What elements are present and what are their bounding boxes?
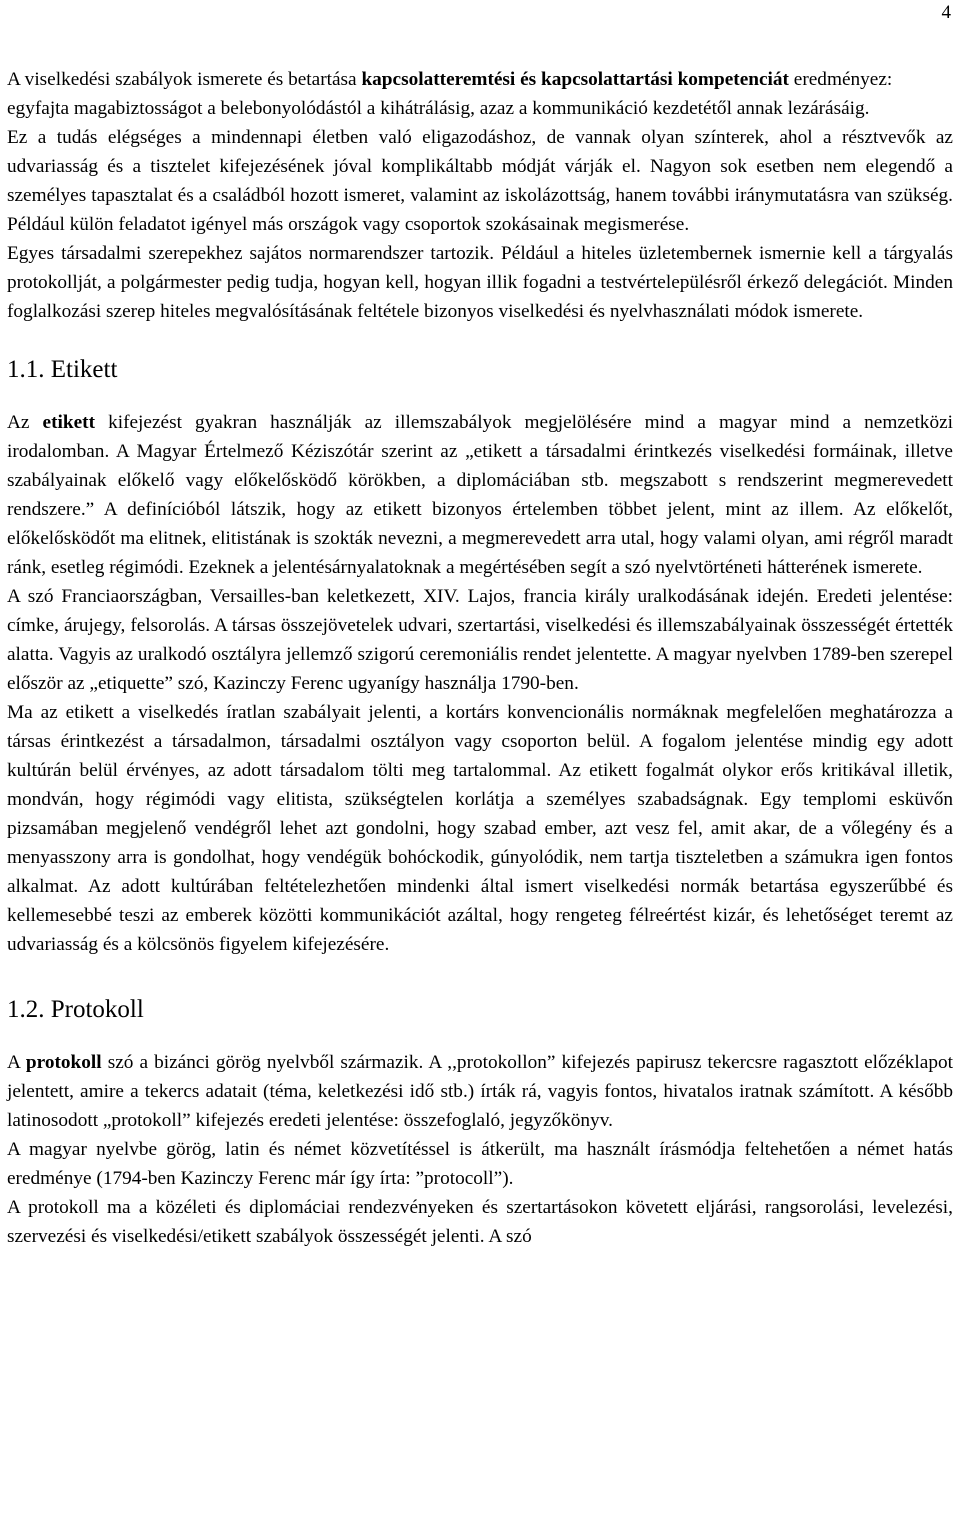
bold-term: protokoll — [25, 1052, 102, 1073]
etikett-paragraph-2: A szó Franciaországban, Versailles-ban keletkezett, XIV. Lajos, francia király uralkodásának idején. Eredeti jelentése: címke, árujegy, felsorolás. A társas összejövetelek udvari, szertartási, viselkedési és illemszabályainak összességét értették alatta. Vagyis az uralkodó osztályra jellemző szigorú ceremoniális rendet jelentette. A magyar nyelvben 1789-ben szerepel először az „etiquette” szó, Kazinczy Ferenc ugyanígy használja 1790-ben. — [7, 586, 953, 694]
text-run: szó a bizánci görög nyelvből származik. A ,,protokollon” kifejezés papirusz tekercsre ragasztott előzéklapot jelentett, amire a tekercs adatait (téma, keletkezési idő stb.) írták rá, vagyis fontos, hivatalos iratnak számított. A később latinosodott „protokoll” kifejezés eredeti jelentése: összefoglaló, jegyzőkönyv. — [7, 1052, 953, 1131]
intro-paragraph-2: Ez a tudás elégséges a mindennapi életben való eligazodáshoz, de vannak olyan színterek, ahol a résztvevők az udvariasság és a tisztelet kifejezésének jóval komplikáltabb módját várják el. Nagyon sok esetben nem elegendő a személyes tapasztalat és a családból hozott ismeret, valamint az iskolázottság, hanem további iránymutatásra van szükség. Például külön feladatot igényel más országok vagy csoportok szokásainak megismerése. — [7, 127, 953, 235]
protokoll-paragraph-3: A protokoll ma a közéleti és diplomáciai rendezvényeken és szertartásokon követett eljárási, rangsorolási, levelezési, szervezési és viselkedési/etikett szabályok összességét jelenti. A szó — [7, 1197, 953, 1247]
intro-paragraph-1 — [7, 65, 953, 123]
section-heading-etikett: 1.1. Etikett — [7, 356, 118, 383]
bold-term: etikett — [42, 412, 96, 433]
text-run: kifejezést gyakran használják az illemszabályok megjelölésére mind a magyar mind a nemzetközi irodalomban. A Magyar Értelmező Kéziszótár szerint az „etikett a társadalmi érintkezés viselkedési formáinak, illetve szabályainak előkelő vagy előkelősködő körökben, a diplomáciában stb. megszabott s rendszerint megmerevedett rendszere.” A definícióból látszik, hogy az etikett bizonyos értelemben többet jelent, mint az illem. Az előkelőt, előkelősködőt ma elitnek, elitistának is szokták nevezni, a megmerevedett arra utal, hogy valami olyan, ami régről maradt ránk, esetleg régimódi. Ezeknek a jelentésárnyalatoknak a megértésében segít a szó nyelvtörténeti hátterének ismerete. — [7, 412, 953, 578]
etikett-paragraph-1 — [7, 408, 953, 582]
bold-term: kapcsolatteremtési és kapcsolattartási kompetenciát — [361, 69, 789, 90]
section-heading-protokoll: 1.2. Protokoll — [7, 996, 144, 1023]
protokoll-paragraph-1 — [7, 1048, 953, 1135]
text-run: eredményez: egyfajta magabiztosságot a belebonyolódástól a kihátrálásig, azaz a kommunikáció kezdetétől annak lezárásáig. — [7, 69, 893, 119]
text-run: A viselkedési szabályok ismerete és betartása — [7, 69, 362, 90]
text-run: A — [7, 1052, 26, 1073]
page-number: 4 — [941, 2, 951, 23]
protokoll-paragraph-2: A magyar nyelvbe görög, latin és német közvetítéssel is átkerült, ma használt írásmódja feltehetően a német hatás eredménye (1794-ben Kazinczy Ferenc már így írta: ”protocoll”). — [7, 1139, 953, 1189]
text-run: Az — [7, 412, 43, 433]
etikett-paragraph-3: Ma az etikett a viselkedés íratlan szabályait jelenti, a kortárs konvencionális normáknak megfelelően meghatározza a társas érintkezést a társadalmon, társadalmi osztályon vagy csoporton belül. A fogalom jelentése mindig egy adott kultúrán belül érvényes, az adott társadalom tölti meg tartalommal. Az etikett fogalmát olykor erős kritikával illetik, mondván, hogy régimódi vagy elitista, szükségtelen korlátja a személyes szabadságnak. Egy templomi esküvőn pizsamában megjelenő vendégről lehet azt gondolni, hogy szabad ember, azt vesz fel, amit akar, de a vőlegény és a menyasszony arra is gondolhat, hogy vendégük bohóckodik, gúnyolódik, nem tartja tiszteletben a számukra igen fontos alkalmat. Az adott kultúrában feltételezhetően mindenki által ismert viselkedési normák betartása egyszerűbbé és kellemesebbé teszi az emberek közötti kommunikációt azáltal, hogy rengeteg félreértést kizár, és lehetőséget teremt az udvariasság és a kölcsönös figyelem kifejezésére. — [7, 702, 953, 955]
document-body — [7, 65, 953, 1251]
intro-paragraph-3: Egyes társadalmi szerepekhez sajátos normarendszer tartozik. Például a hiteles üzletembernek ismernie kell a tárgyalás protokollját, a polgármester pedig tudja, hogyan kell, hogyan illik fogadni a testvértelepülésről érkező delegációt. Minden foglalkozási szerep hiteles megvalósításának feltétele bizonyos viselkedési és nyelvhasználati módok ismerete. — [7, 243, 953, 322]
